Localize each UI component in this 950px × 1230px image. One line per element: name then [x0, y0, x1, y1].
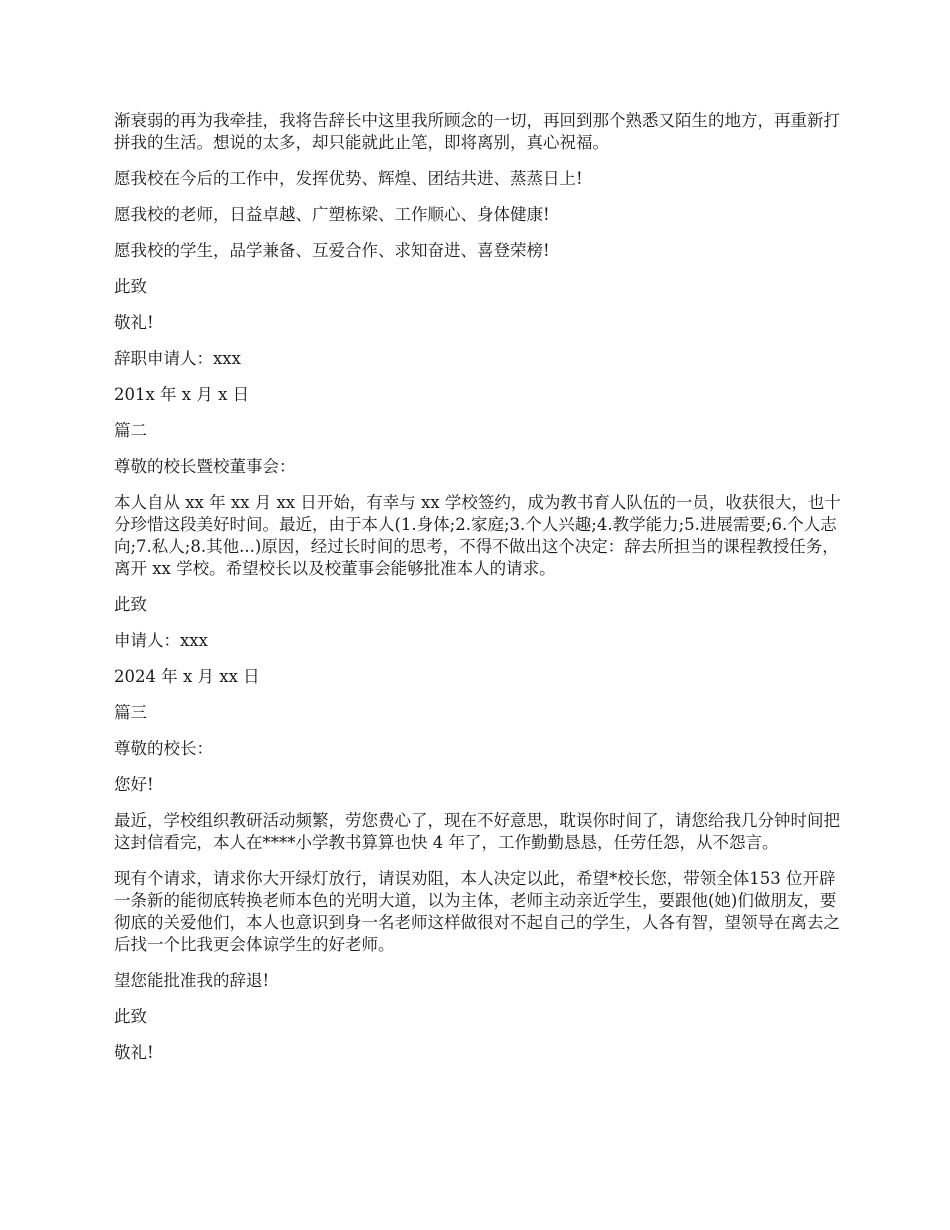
paragraph-resignation-reason: 本人自从 xx 年 xx 月 xx 日开始，有幸与 xx 学校签约，成为教书育人队伍的一员，收获很大，也十分珍惜这段美好时间。最近，由于本人(1.身体;2.家庭;3.个人兴趣;4.教学能力;5.进展需要;6.个人志向;7.私人;8.其他...)原因，经过长时间的思考，不得不做出这个决定：辞去所担当的课程教授任务，离开 xx 学校。希望校长以及校董事会能够批准本人的请求。	[114, 493, 841, 578]
paragraph-approval-request: 望您能批准我的辞退!	[114, 971, 270, 990]
greeting-principal: 尊敬的校长：	[114, 739, 213, 758]
greeting-principal-board: 尊敬的校长暨校董事会：	[114, 457, 296, 476]
paragraph-request: 现有个请求，请求你大开绿灯放行，请误劝阻，本人决定以此，希望*校长您，带领全体153 位开辟一条新的能彻底转换老师本色的光明大道，以为主体，老师主动亲近学生，要跟他(她)们做朋友，要彻底的关爱他们，本人也意识到身一名老师这样做很对不起自己的学生，人各有智，望领导在离去之后找一个比我更会体谅学生的好老师。	[114, 869, 840, 954]
signature-applicant: 申请人：xxx	[114, 631, 208, 650]
document-body	[114, 110, 844, 1078]
salutation-closing: 此致	[114, 277, 147, 296]
paragraph-closing-thoughts: 渐衰弱的再为我牵挂，我将告辞长中这里我所顾念的一切，再回到那个熟悉又陌生的地方，再重新打拼我的生活。想说的太多，却只能就此止笔，即将离别，真心祝福。	[114, 111, 840, 152]
signature-date: 201x 年 x 月 x 日	[114, 385, 250, 404]
paragraph-wish-school: 愿我校在今后的工作中，发挥优势、辉煌、团结共进、蒸蒸日上!	[114, 169, 583, 188]
paragraph-wish-students: 愿我校的学生，品学兼备、互爱合作、求知奋进、喜登荣榜!	[114, 241, 550, 260]
salutation-regards: 敬礼!	[114, 313, 154, 332]
salutation-closing: 此致	[114, 595, 147, 614]
signature-date: 2024 年 x 月 xx 日	[114, 667, 260, 686]
salutation-regards: 敬礼!	[114, 1043, 154, 1062]
paragraph-recent-situation: 最近，学校组织教研活动频繁，劳您费心了，现在不好意思，耽误你时间了，请您给我几分钟时间把这封信看完，本人在****小学教书算算也快 4 年了，工作勤勤恳恳，任劳任怨，从不怨言。	[114, 811, 840, 852]
section-heading-2: 篇二	[114, 421, 147, 440]
paragraph-wish-teachers: 愿我校的老师，日益卓越、广塑栋梁、工作顺心、身体健康!	[114, 205, 550, 224]
signature-applicant: 辞职申请人：xxx	[114, 349, 241, 368]
section-heading-3: 篇三	[114, 703, 147, 722]
salutation-closing: 此致	[114, 1007, 147, 1026]
greeting-hello: 您好!	[114, 775, 154, 794]
